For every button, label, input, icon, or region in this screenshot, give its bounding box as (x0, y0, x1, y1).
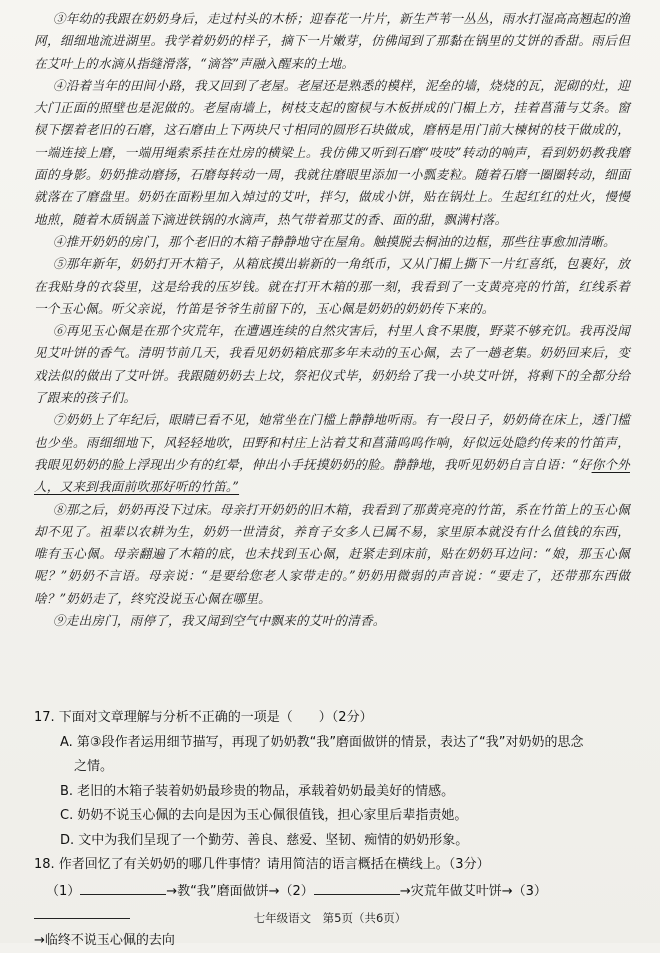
answer-blank-2[interactable] (314, 880, 400, 895)
passage-paragraph-9: ⑧那之后，奶奶再没下过床。母亲打开奶奶的旧木箱，我看到了那黄亮亮的竹笛，系在竹笛上的玉心佩却不见了。祖辈以农耕为生，奶奶一世清贫，养育子女多人已属不易，家里原本就没有什么值钱的东西，唯有玉心佩。母亲翻遍了木箱的底，也未找到玉心佩，赶紧走到床前，贴在奶奶耳边问：“娘，那玉心佩呢？”奶奶不言语。母亲说：“是要给您老人家带走的。”奶奶用微弱的声音说：“要走了，还带那东西做啥？”奶奶走了，终究没说玉心佩在哪里。 (34, 499, 630, 610)
question-17-stem: 17. 下面对文章理解与分析不正确的一项是（ ）（2分） (34, 706, 634, 731)
passage-paragraph-8 (34, 409, 630, 498)
reading-passage (34, 8, 630, 632)
passage-paragraph-5: ④推开奶奶的房门，那个老旧的木箱子静静地守在屋角。触摸脱去桐油的边框，那些往事愈加清晰。 (34, 231, 630, 253)
page-footer: 七年级语文 第5页（共6页） (0, 910, 660, 926)
question-18-stem: 18. 作者回忆了有关奶奶的哪几件事情？请用简洁的语言概括在横线上。（3分） (34, 853, 634, 878)
passage-paragraph-8-main: ⑦奶奶上了年纪后，眼睛已看不见，她常坐在门槛上静静地听雨。有一段日子，奶奶倚在床上，透门槛也少坐。雨细细地下，风轻轻地吹，田野和村庄上沾着艾和菖蒲呜呜作响，好似远处隐约传来的竹笛声，我眼见奶奶的脸上浮现出少有的红晕，伸出小手抚摸奶奶的脸。静静地，我听见奶奶自言自语：“好 (34, 412, 630, 472)
passage-paragraph-10: ⑨走出房门，雨停了，我又闻到空气中飘来的艾叶的清香。 (34, 610, 630, 632)
question-18-last-line: →临终不说玉心佩的去向 (34, 929, 634, 953)
underlined-quote: 你个外人，又来到我面前吹那好听的竹笛。” (34, 457, 630, 494)
answer-blank-1[interactable] (80, 880, 166, 895)
arrow-text-2: →灾荒年做艾叶饼→（3） (400, 884, 547, 899)
question-17-option-a-continued: 之情。 (74, 755, 634, 780)
blank-1-label: （1） (46, 884, 80, 899)
passage-paragraph-4: ④沿着当年的田间小路，我又回到了老屋。老屋还是熟悉的模样，泥垒的墙，烧烧的瓦，泥砌的灶，迎大门正面的照壁也是泥做的。老屋南墙上，树枝支起的窗棂与木板拼成的门楣上方，挂着菖蒲与艾条。窗棂下摆着老旧的石磨，这石磨由上下两块尺寸相同的圆形石块做成，磨柄是用门前大楝树的枝干做成的，一端连接上磨，一端用绳索系挂在灶房的横梁上。我仿佛又听到石磨“吱吱”转动的响声，看到奶奶教我磨面的身影。奶奶推动磨扬，石磨每转动一周，我就往磨眼里添加一小瓢麦粒。随着石磨一圈圈转动，细面就落在了磨盘里。奶奶在面粉里加入焯过的艾叶，拌匀，做成小饼，贴在锅灶上。生起红红的灶火，慢慢地煎，随着木质锅盖下滴进铁锅的水滴声，热气带着那艾的香、面的甜，飘满村落。 (34, 75, 630, 231)
passage-paragraph-6: ⑤那年新年，奶奶打开木箱子，从箱底摸出崭新的一角纸币，又从门楣上撕下一片红喜纸，包裹好，放在我贴身的衣袋里，这是给我的压岁钱。就在打开木箱的那一刻，我看到了一支黄亮亮的竹笛，红线系着一个玉心佩。听父亲说，竹笛是爷爷生前留下的，玉心佩是奶奶的奶奶传下来的。 (34, 253, 630, 320)
arrow-text-1: →教“我”磨面做饼→（2） (166, 884, 314, 899)
question-17-option-b: B. 老旧的木箱子装着奶奶最珍贵的物品，承载着奶奶最美好的情感。 (60, 780, 634, 805)
passage-paragraph-7: ⑥再见玉心佩是在那个灾荒年，在遭遇连续的自然灾害后，村里人食不果腹，野菜不够充饥。我再没闻见艾叶饼的香气。清明节前几天，我看见奶奶箱底那多年未动的玉心佩，去了一趟老集。奶奶回来后，变戏法似的做出了艾叶饼。我跟随奶奶去上坟，祭祀仪式毕，奶奶给了我一小块艾叶饼，将剩下的全都分给了跟来的孩子们。 (34, 320, 630, 409)
question-17-option-a: A. 第③段作者运用细节描写，再现了奶奶教“我”磨面做饼的情景，表达了“我”对奶奶的思念 (60, 731, 634, 756)
passage-paragraph-3: ③年幼的我跟在奶奶身后，走过村头的木桥；迎春花一片片，新生芦苇一丛丛，雨水打湿高高翘起的渔网，细细地流进湖里。我学着奶奶的样子，摘下一片嫩芽，仿佛闻到了那黏在锅里的艾饼的香甜。雨后但在艾叶上的水滴从指缝滑落，“滴答”声融入醒来的土地。 (34, 8, 630, 75)
question-17-option-c: C. 奶奶不说玉心佩的去向是因为玉心佩很值钱，担心家里后辈指责她。 (60, 804, 634, 829)
question-17-option-d: D. 文中为我们呈现了一个勤劳、善良、慈爱、坚韧、痴情的奶奶形象。 (60, 829, 634, 854)
